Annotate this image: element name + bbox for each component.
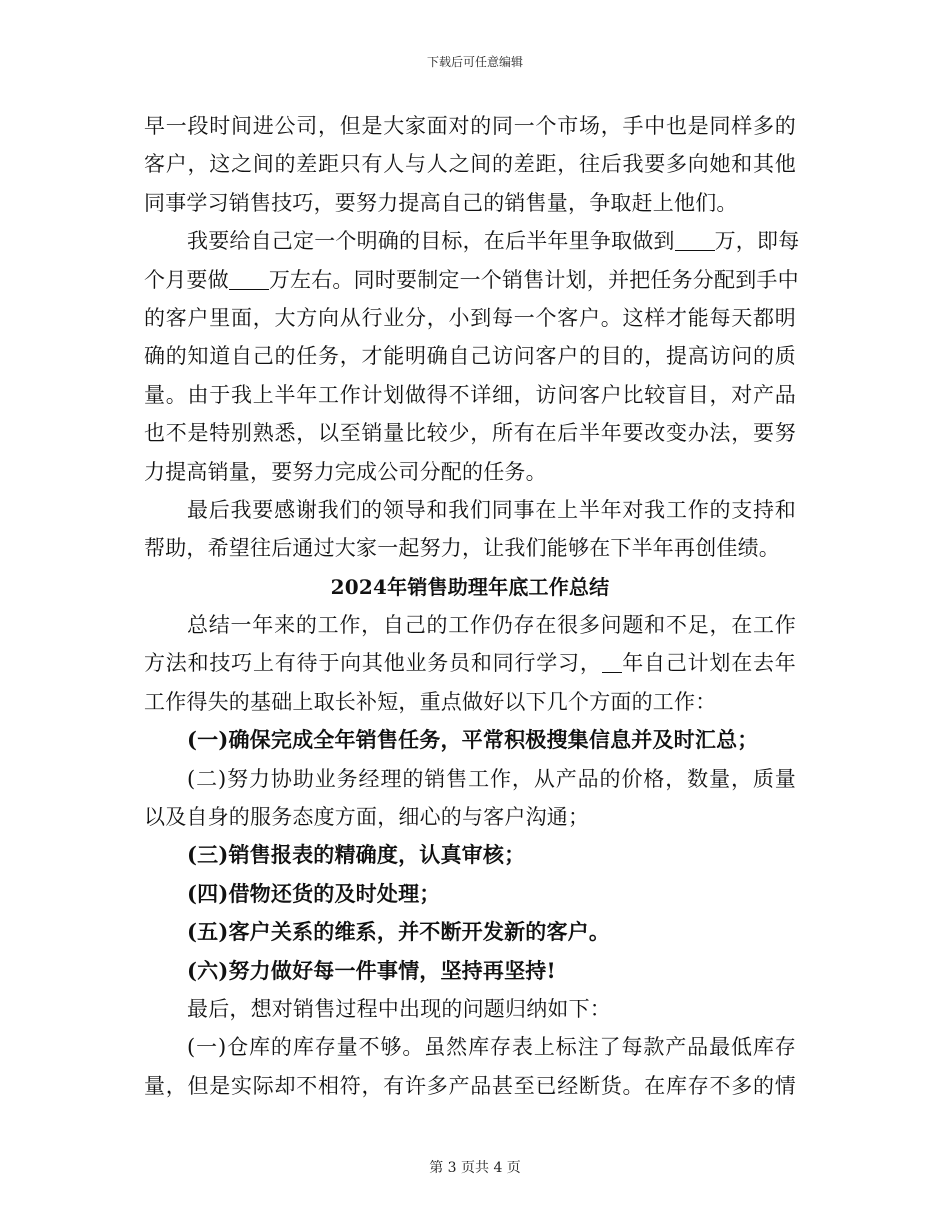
list-item: (六)努力做好每一件事情，坚持再坚持! — [187, 957, 556, 983]
page-footer: 第 3 页共 4 页 — [429, 1160, 521, 1176]
list-item: (一)确保完成全年销售任务，平常积极搜集信息并及时汇总； — [187, 727, 759, 753]
section-title: 2024年销售助理年底工作总结 — [330, 574, 610, 599]
fill-blank — [229, 269, 269, 290]
text-line: 早一段时间进公司，但是大家面对的同一个市场，手中也是同样多的 — [144, 114, 796, 138]
list-item-continuation: 以及自身的服务态度方面，细心的与客户沟通； — [144, 805, 590, 830]
text-line: 量，但是实际却不相符，有许多产品甚至已经断货。在库存不多的情 — [144, 1073, 796, 1098]
list-item: (四)借物还货的及时处理； — [187, 880, 441, 906]
text-line: 客户，这之间的差距只有人与人之间的差距，往后我要多向她和其他 — [144, 152, 796, 177]
fill-blank — [675, 230, 715, 251]
document-body — [144, 107, 800, 1105]
list-item: (三)销售报表的精确度，认真审核； — [187, 842, 526, 868]
text-line: 个月要做 万左右。同时要制定一个销售计划，并把任务分配到手中 — [144, 267, 799, 292]
page-header: 下载后可任意编辑 — [426, 55, 523, 69]
text-line: (一)仓库的库存量不够。虽然库存表上标注了每款产品最低库存 — [187, 1035, 796, 1060]
text-line: 也不是特别熟悉，以至销量比较少，所有在后半年要改变办法，要努 — [144, 421, 796, 446]
text-line: 量。由于我上半年工作计划做得不详细，访问客户比较盲目，对产品 — [144, 382, 796, 407]
list-item: (二)努力协助业务经理的销售工作，从产品的价格，数量，质量 — [187, 766, 796, 791]
list-item: (五)客户关系的维系，并不断开发新的客户。 — [187, 919, 611, 945]
text-line: 帮助，希望往后通过大家一起努力，让我们能够在下半年再创佳绩。 — [144, 536, 780, 561]
text-line: 的客户里面，大方向从行业分，小到每一个客户。这样才能每天都明 — [144, 305, 796, 330]
text-line: 方法和技巧上有待于向其他业务员和同行学习， 年自己计划在去年 — [144, 651, 796, 676]
text-line: 力提高销量，要努力完成公司分配的任务。 — [144, 459, 547, 484]
text-line: 工作得失的基础上取长补短，重点做好以下几个方面的工作： — [144, 689, 717, 714]
text-line: 总结一年来的工作，自己的工作仍存在很多问题和不足，在工作 — [187, 613, 796, 638]
text-line: 确的知道自己的任务，才能明确自己访问客户的目的，提高访问的质 — [144, 344, 796, 369]
text-line: 同事学习销售技巧，要努力提高自己的销售量，争取赶上他们。 — [144, 190, 738, 215]
text-line: 最后我要感谢我们的领导和我们同事在上半年对我工作的支持和 — [187, 497, 796, 522]
text-line: 最后，想对销售过程中出现的问题归纳如下： — [187, 996, 611, 1021]
fill-blank — [602, 652, 622, 673]
text-line: 我要给自己定一个明确的目标，在后半年里争取做到 万，即每 — [187, 229, 800, 254]
